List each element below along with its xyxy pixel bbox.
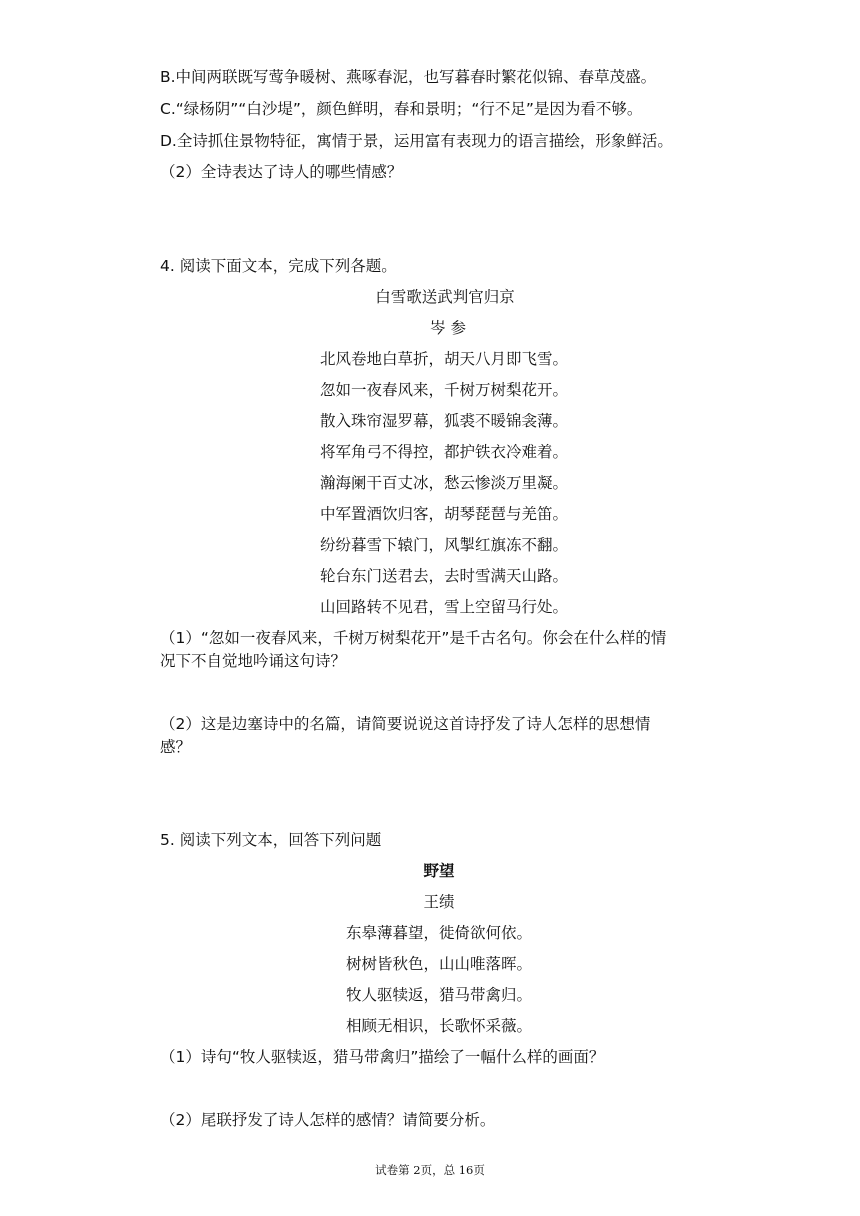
- q5-heading: 5. 阅读下列文本，回答下列问题: [160, 831, 382, 849]
- q4-poem-title: 白雪歌送武判官归京: [375, 288, 515, 306]
- q4-subquestion-2-line-2: 感？: [160, 738, 192, 756]
- q4-poem-line: 轮台东门送君去，去时雪满天山路。: [319, 567, 568, 585]
- q5-poem-line: 东皋薄暮望，徙倚欲何依。: [345, 924, 532, 942]
- q3-option-c: C.“绿杨阴”“白沙堤”，颜色鲜明，春和景明；“行不足”是因为看不够。: [160, 100, 643, 118]
- q4-poem-line: 纷纷暮雪下辕门，风掣红旗冻不翻。: [319, 536, 568, 554]
- q4-poem-line: 忽如一夜春风来，千树万树梨花开。: [319, 381, 568, 399]
- q4-poem-line: 中军置酒饮归客，胡琴琵琶与羌笛。: [319, 505, 568, 523]
- q4-poem-line: 将军角弓不得控，都护铁衣冷难着。: [319, 443, 568, 461]
- q5-poem-author: 王绩: [423, 893, 455, 911]
- q4-poem-line: 北风卷地白草折，胡天八月即飞雪。: [319, 350, 568, 368]
- q4-poem-author: 岑 参: [430, 319, 466, 337]
- q3-option-b: B.中间两联既写莺争暖树、燕啄春泥，也写暮春时繁花似锦、春草茂盛。: [160, 68, 657, 86]
- q5-poem-line: 树树皆秋色，山山唯落晖。: [345, 955, 532, 973]
- q4-subquestion-1-line-1: （1）“忽如一夜春风来，千树万树梨花开”是千古名句。你会在什么样的情: [160, 629, 667, 647]
- q4-heading: 4. 阅读下面文本，完成下列各题。: [160, 257, 397, 275]
- page-footer: 试卷第 2页，总 16页: [375, 1163, 485, 1177]
- q4-poem-line: 散入珠帘湿罗幕，狐裘不暖锦衾薄。: [319, 412, 568, 430]
- q3-subquestion-2: （2）全诗表达了诗人的哪些情感？: [160, 163, 403, 181]
- q5-poem-title: 野望: [423, 862, 455, 880]
- q5-subquestion-1: （1）诗句“牧人驱犊返，猎马带禽归”描绘了一幅什么样的画面？: [160, 1048, 605, 1066]
- q5-poem-line: 相顾无相识，长歌怀采薇。: [345, 1017, 532, 1035]
- q4-poem-line: 山回路转不见君，雪上空留马行处。: [319, 598, 568, 616]
- q4-subquestion-1-line-2: 况下不自觉地吟诵这句诗？: [160, 652, 347, 670]
- q5-subquestion-2: （2）尾联抒发了诗人怎样的感情？请简要分析。: [160, 1111, 496, 1129]
- q3-option-d: D.全诗抓住景物特征，寓情于景，运用富有表现力的语言描绘，形象鲜活。: [160, 132, 673, 150]
- q5-poem-line: 牧人驱犊返，猎马带禽归。: [345, 986, 532, 1004]
- q4-poem-line: 瀚海阑干百丈冰，愁云惨淡万里凝。: [319, 474, 568, 492]
- q4-subquestion-2-line-1: （2）这是边塞诗中的名篇，请简要说说这首诗抒发了诗人怎样的思想情: [160, 715, 651, 733]
